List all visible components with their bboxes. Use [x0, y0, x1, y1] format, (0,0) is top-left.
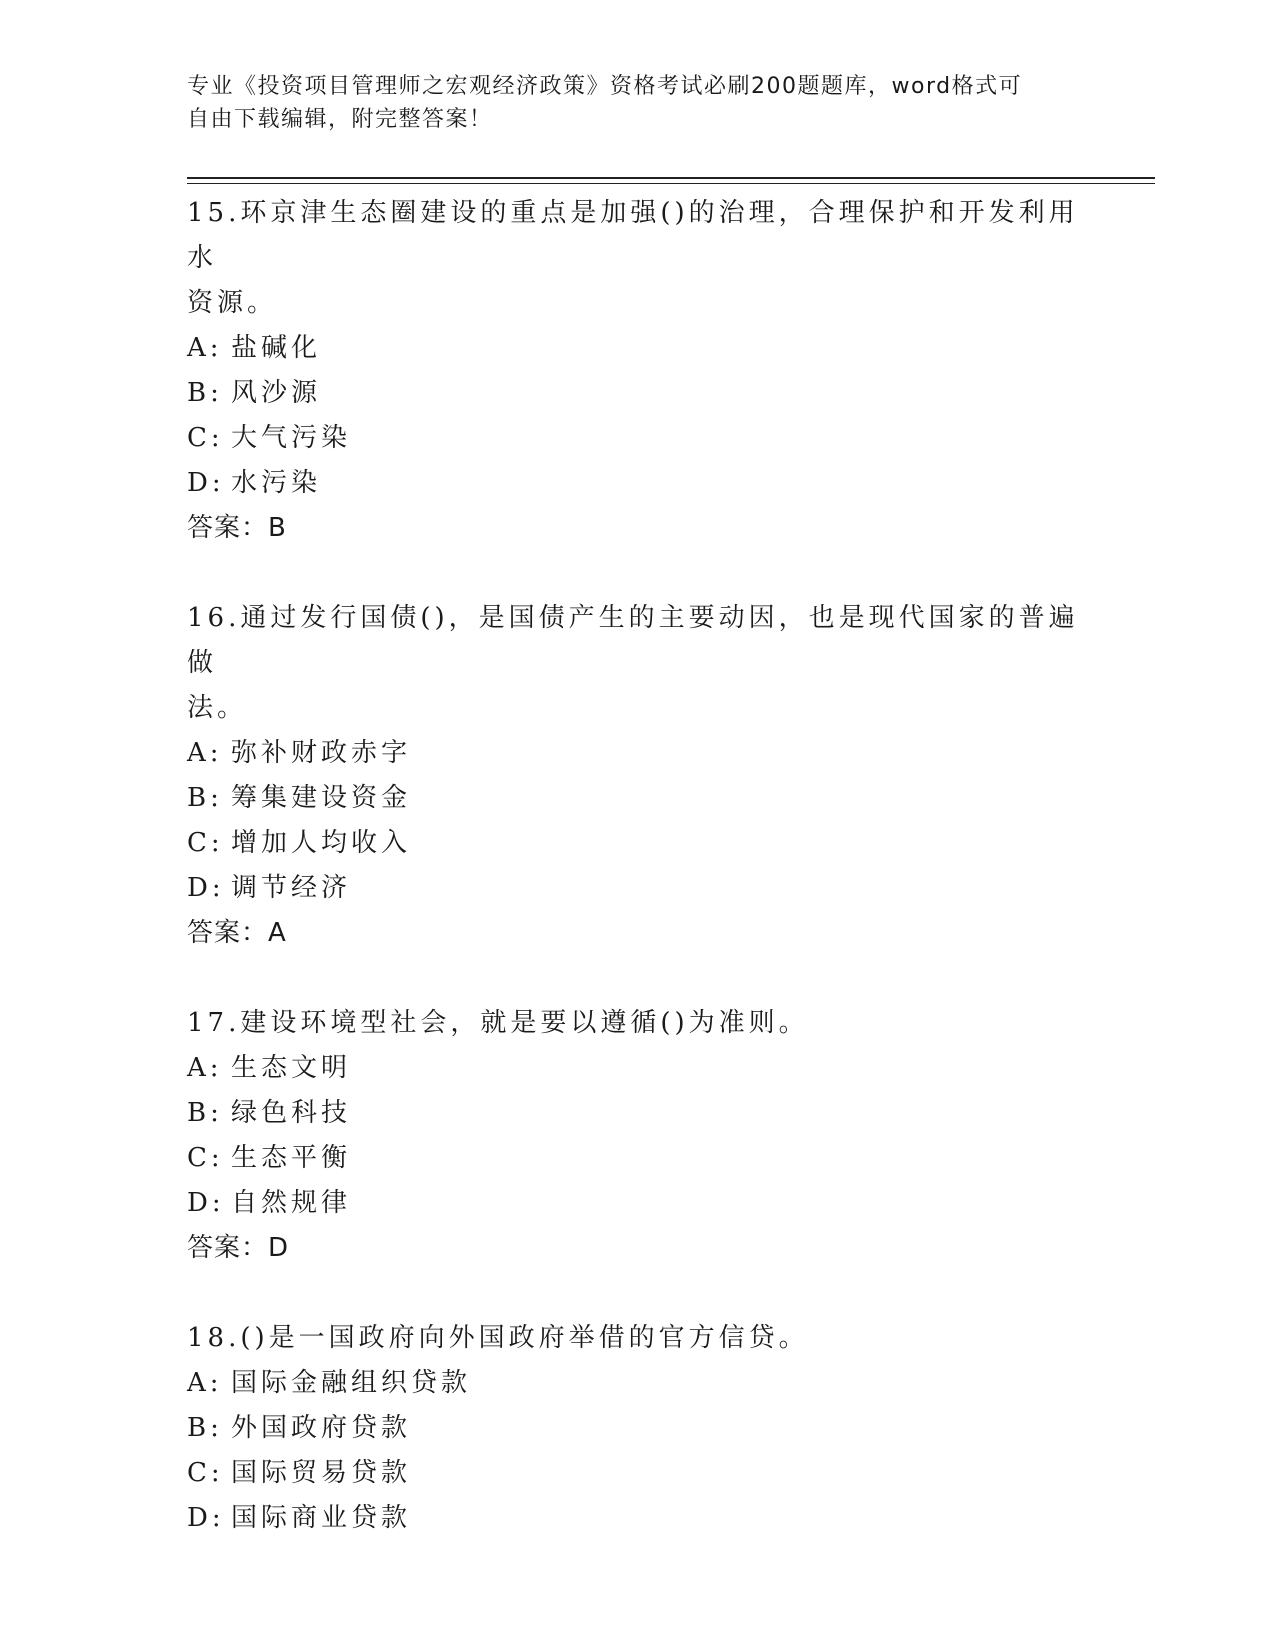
option-text: 盐碱化 [231, 333, 322, 363]
question-16 [187, 593, 1087, 956]
option-text: 绿色科技 [231, 1098, 352, 1128]
question-15 [187, 188, 1087, 551]
option-d [187, 1496, 1087, 1541]
option-letter: D: [187, 1503, 225, 1533]
option-b [187, 1406, 1087, 1451]
question-stem-line-1: 18.()是一国政府向外国政府举借的官方信贷。 [187, 1323, 809, 1353]
option-letter: A: [187, 1368, 223, 1398]
option-c [187, 1451, 1087, 1496]
header-line-1: 专业《投资项目管理师之宏观经济政策》资格考试必刷200题题库，word格式可 [187, 74, 1023, 99]
question-17 [187, 998, 1087, 1271]
option-text: 国际金融组织贷款 [231, 1368, 472, 1398]
header-line-2: 自由下载编辑，附完整答案！ [187, 107, 493, 132]
option-letter: A: [187, 738, 223, 768]
option-letter: A: [187, 1053, 223, 1083]
option-letter: B: [187, 1413, 223, 1443]
option-d [187, 461, 1087, 506]
option-letter: D: [187, 1188, 225, 1218]
header-divider-thick [187, 177, 1155, 179]
option-text: 水污染 [231, 468, 322, 498]
header-divider-thin [187, 183, 1155, 184]
option-letter: C: [187, 1458, 224, 1488]
option-d [187, 1181, 1087, 1226]
option-letter: C: [187, 1143, 224, 1173]
option-text: 自然规律 [231, 1188, 352, 1218]
question-stem-line-1: 17.建设环境型社会，就是要以遵循()为准则。 [187, 1008, 809, 1038]
option-text: 国际贸易贷款 [231, 1458, 412, 1488]
option-text: 筹集建设资金 [231, 783, 412, 813]
option-letter: D: [187, 873, 225, 903]
option-c [187, 1136, 1087, 1181]
option-letter: B: [187, 378, 223, 408]
document-header [187, 70, 1067, 136]
option-b [187, 371, 1087, 416]
option-text: 弥补财政赤字 [231, 738, 412, 768]
question-stem-line-2: 法。 [187, 693, 248, 723]
option-text: 增加人均收入 [231, 828, 412, 858]
question-stem-line-2: 资源。 [187, 288, 278, 318]
option-text: 生态文明 [231, 1053, 352, 1083]
option-b [187, 776, 1087, 821]
option-text: 调节经济 [231, 873, 352, 903]
option-text: 风沙源 [231, 378, 322, 408]
option-letter: C: [187, 828, 224, 858]
question-18 [187, 1313, 1087, 1541]
option-a [187, 1361, 1087, 1406]
option-letter: A: [187, 333, 223, 363]
option-c [187, 416, 1087, 461]
option-text: 生态平衡 [231, 1143, 352, 1173]
answer-line: 答案：A [187, 918, 287, 948]
option-c [187, 821, 1087, 866]
option-b [187, 1091, 1087, 1136]
answer-line: 答案：D [187, 1233, 290, 1263]
option-d [187, 866, 1087, 911]
option-a [187, 326, 1087, 371]
option-a [187, 731, 1087, 776]
option-letter: B: [187, 783, 223, 813]
question-list [187, 188, 1087, 1583]
option-letter: C: [187, 423, 224, 453]
option-text: 国际商业贷款 [231, 1503, 412, 1533]
option-text: 大气污染 [231, 423, 352, 453]
question-stem-line-1: 16.通过发行国债()，是国债产生的主要动因，也是现代国家的普遍做 [187, 603, 1079, 678]
option-text: 外国政府贷款 [231, 1413, 412, 1443]
answer-line: 答案：B [187, 513, 287, 543]
option-a [187, 1046, 1087, 1091]
option-letter: D: [187, 468, 225, 498]
option-letter: B: [187, 1098, 223, 1128]
question-stem-line-1: 15.环京津生态圈建设的重点是加强()的治理，合理保护和开发利用水 [187, 198, 1079, 273]
